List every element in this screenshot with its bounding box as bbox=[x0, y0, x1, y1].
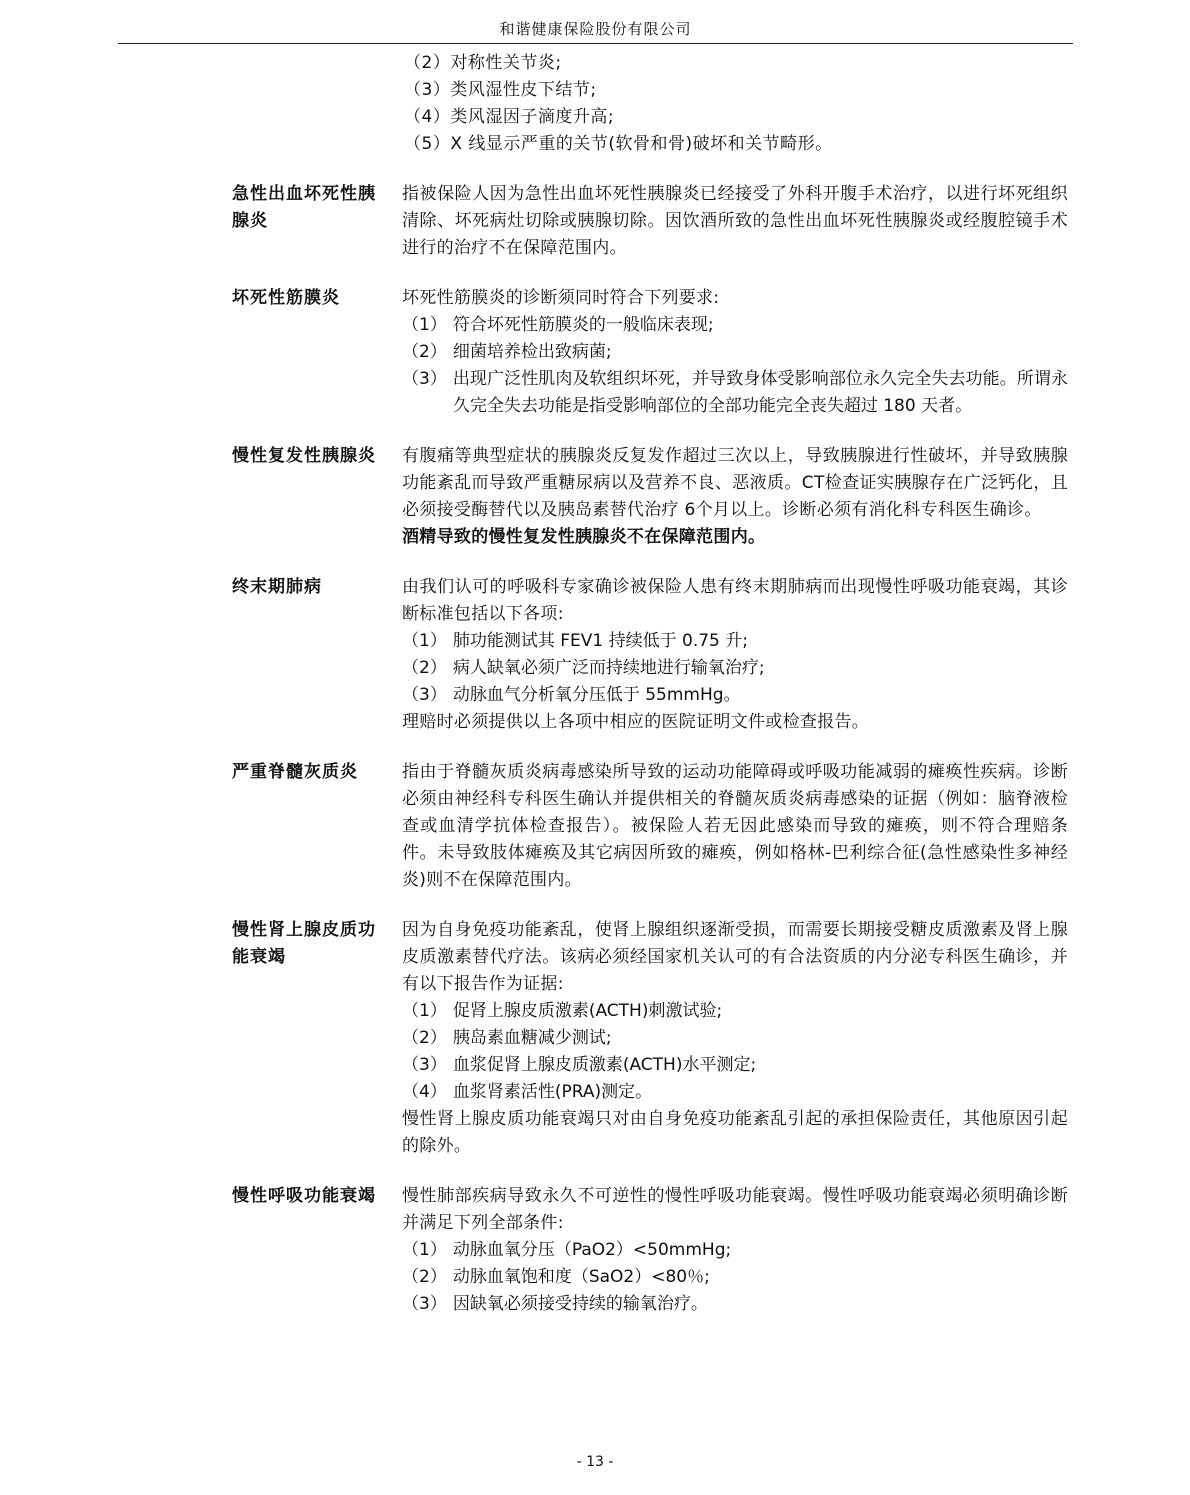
section-term: 终末期肺病 bbox=[232, 577, 322, 597]
section-paragraph: 由我们认可的呼吸科专家确诊被保险人患有终末期肺病而出现慢性呼吸功能衰竭，其诊断标准包括以下各项: bbox=[402, 577, 1068, 624]
item-number: （2） bbox=[402, 342, 447, 362]
section-paragraph: 坏死性筋膜炎的诊断须同时符合下列要求: bbox=[402, 288, 720, 308]
item-number: （2） bbox=[402, 658, 447, 678]
item-text: 病人缺氧必须广泛而持续地进行输氧治疗; bbox=[452, 658, 765, 678]
section-body bbox=[402, 917, 1068, 1160]
item-number: （4） bbox=[402, 1082, 447, 1102]
section-paragraph: 有腹痛等典型症状的胰腺炎反复发作超过三次以上，导致胰腺进行性破坏，并导致胰腺功能紊乱而导致严重糖尿病以及营养不良、恶液质。CT检查证实胰腺存在广泛钙化，且必须接受酶替代以及胰岛素替代治疗 6个月以上。诊断必须有消化科专科医生确诊。 bbox=[402, 446, 1068, 520]
section-acute-pancreatitis bbox=[232, 181, 1068, 262]
item-text: 动脉血氧饱和度（SaO2）<80％; bbox=[452, 1267, 710, 1287]
section-term: 坏死性筋膜炎 bbox=[232, 288, 340, 308]
item-text: 促肾上腺皮质激素(ACTH)刺激试验; bbox=[452, 1001, 723, 1021]
list-item bbox=[402, 628, 1068, 655]
list-item bbox=[402, 366, 1068, 420]
item-text: 动脉血气分析氧分压低于 55mmHg。 bbox=[452, 685, 741, 705]
section-term: 急性出血坏死性胰腺炎 bbox=[232, 184, 376, 231]
list-item bbox=[402, 998, 1068, 1025]
item-text: 符合坏死性筋膜炎的一般临床表现; bbox=[452, 315, 714, 335]
item-text: 因缺氧必须接受持续的输氧治疗。 bbox=[452, 1294, 708, 1314]
item-number: （3） bbox=[402, 1294, 447, 1314]
section-paragraph: 慢性肾上腺皮质功能衰竭只对由自身免疫功能紊乱引起的承担保险责任，其他原因引起的除外。 bbox=[402, 1109, 1068, 1156]
item-number: （2） bbox=[402, 1028, 447, 1048]
section-paragraph: 指被保险人因为急性出血坏死性胰腺炎已经接受了外科开腹手术治疗，以进行坏死组织清除、坏死病灶切除或胰腺切除。因饮酒所致的急性出血坏死性胰腺炎或经腹腔镜手术进行的治疗不在保障范围内。 bbox=[402, 184, 1068, 258]
section-body bbox=[402, 285, 1068, 420]
list-item bbox=[402, 339, 1068, 366]
item-text: 出现广泛性肌肉及软组织坏死，并导致身体受影响部位永久完全失去功能。所谓永久完全失去功能是指受影响部位的全部功能完全丧失超过 180 天者。 bbox=[452, 369, 1068, 416]
item-number: （3） bbox=[402, 369, 447, 389]
continuation-list bbox=[404, 50, 1068, 158]
item-number: （1） bbox=[402, 1001, 447, 1021]
list-item bbox=[402, 1079, 1068, 1106]
section-chronic-respiratory-failure bbox=[232, 1183, 1068, 1318]
item-number: （2） bbox=[402, 1267, 447, 1287]
list-item bbox=[402, 1264, 1068, 1291]
item-number: （1） bbox=[402, 631, 447, 651]
item-number: （3） bbox=[402, 685, 447, 705]
section-paragraph: 因为自身免疫功能紊乱，使肾上腺组织逐渐受损，而需要长期接受糖皮质激素及肾上腺皮质激素替代疗法。该病必须经国家机关认可的有合法资质的内分泌专科医生确诊，并有以下报告作为证据: bbox=[402, 920, 1068, 994]
page-header bbox=[118, 16, 1073, 44]
item-number: （1） bbox=[402, 315, 447, 335]
item-text: 细菌培养检出致病菌; bbox=[452, 342, 612, 362]
list-item bbox=[402, 655, 1068, 682]
list-item bbox=[402, 682, 1068, 709]
section-end-stage-lung-disease bbox=[232, 574, 1068, 736]
section-paragraph: 慢性肺部疾病导致永久不可逆性的慢性呼吸功能衰竭。慢性呼吸功能衰竭必须明确诊断并满足下列全部条件: bbox=[402, 1186, 1068, 1233]
list-item: （4）类风湿因子滴度升高; bbox=[404, 107, 615, 127]
list-item: （3）类风湿性皮下结节; bbox=[404, 80, 597, 100]
exclusion-note: 酒精导致的慢性复发性胰腺炎不在保障范围内。 bbox=[402, 527, 766, 547]
page-number: - 13 - bbox=[576, 1454, 614, 1470]
section-term: 慢性呼吸功能衰竭 bbox=[232, 1186, 376, 1206]
section-paragraph: 指由于脊髓灰质炎病毒感染所导致的运动功能障碍或呼吸功能减弱的瘫痪性疾病。诊断必须由神经科专科医生确认并提供相关的脊髓灰质炎病毒感染的证据（例如：脑脊液检查或血清学抗体检查报告）。被保险人若无因此感染而导致的瘫痪，则不符合理赔条件。未导致肢体瘫痪及其它病因所致的瘫痪，例如格林-巴利综合征(急性感染性多神经炎)则不在保障范围内。 bbox=[402, 762, 1068, 890]
section-body bbox=[402, 759, 1068, 894]
list-item: （5）X 线显示严重的关节(软骨和骨)破坏和关节畸形。 bbox=[404, 134, 833, 154]
item-text: 胰岛素血糖减少测试; bbox=[452, 1028, 612, 1048]
item-number: （3） bbox=[402, 1055, 447, 1075]
item-text: 血浆促肾上腺皮质激素(ACTH)水平测定; bbox=[452, 1055, 757, 1075]
item-text: 动脉血氧分压（PaO2）<50mmHg; bbox=[452, 1240, 732, 1260]
section-necrotizing-fasciitis bbox=[232, 285, 1068, 420]
section-adrenal-insufficiency bbox=[232, 917, 1068, 1160]
section-term: 严重脊髓灰质炎 bbox=[232, 762, 358, 782]
company-name: 和谐健康保险股份有限公司 bbox=[499, 20, 692, 38]
section-body bbox=[402, 443, 1068, 551]
document-content bbox=[232, 50, 1068, 1318]
section-body bbox=[402, 574, 1068, 736]
item-text: 肺功能测试其 FEV1 持续低于 0.75 升; bbox=[452, 631, 748, 651]
list-item bbox=[402, 312, 1068, 339]
section-term: 慢性肾上腺皮质功能衰竭 bbox=[232, 920, 376, 967]
list-item bbox=[402, 1237, 1068, 1264]
section-poliomyelitis bbox=[232, 759, 1068, 894]
section-body bbox=[402, 1183, 1068, 1318]
section-paragraph: 理赔时必须提供以上各项中相应的医院证明文件或检查报告。 bbox=[402, 712, 870, 732]
section-body bbox=[402, 181, 1068, 262]
item-text: 血浆肾素活性(PRA)测定。 bbox=[452, 1082, 653, 1102]
list-item bbox=[402, 1052, 1068, 1079]
section-term: 慢性复发性胰腺炎 bbox=[232, 446, 376, 466]
list-item bbox=[402, 1025, 1068, 1052]
list-item: （2）对称性关节炎; bbox=[404, 53, 562, 73]
item-number: （1） bbox=[402, 1240, 447, 1260]
section-chronic-pancreatitis bbox=[232, 443, 1068, 551]
list-item bbox=[402, 1291, 1068, 1318]
